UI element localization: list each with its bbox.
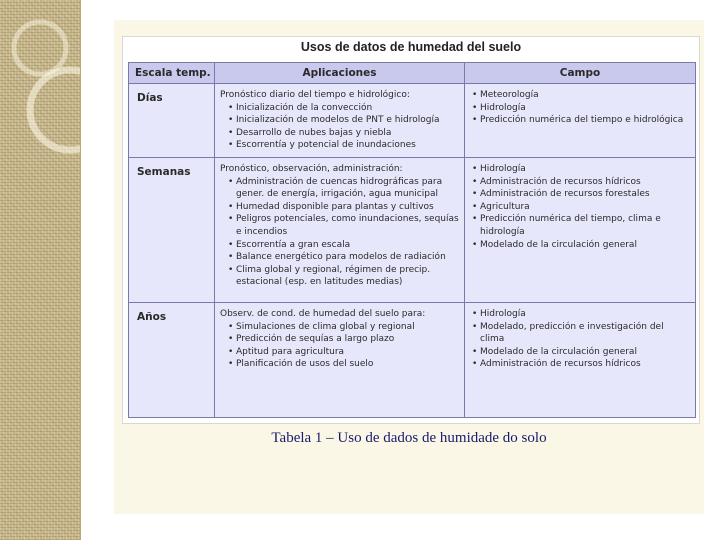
list-item: • Balance energético para modelos de radiación xyxy=(228,251,459,264)
list-item: • Peligros potenciales, como inundaciones, sequías e incendios xyxy=(228,213,459,238)
table-caption: Tabela 1 – Uso de dados de humidade do solo xyxy=(271,430,547,446)
table-row xyxy=(129,84,696,158)
applications-intro: Pronóstico diario del tiempo e hidrológico: xyxy=(220,90,410,100)
list-item: • Inicialización de la convección xyxy=(228,102,459,115)
list-item: • Clima global y regional, régimen de precip. estacional (esp. en latitudes medias) xyxy=(228,264,459,289)
applications-intro: Observ. de cond. de humedad del suelo para: xyxy=(220,309,426,319)
list-item: • Predicción numérica del tiempo, clima e hidrología xyxy=(472,213,690,238)
scale-cell: Días xyxy=(129,84,215,158)
table-row xyxy=(129,303,696,418)
list-item: • Modelado de la circulación general xyxy=(472,346,690,359)
list-item: • Predicción numérica del tiempo e hidrológica xyxy=(472,114,690,127)
list-item: • Simulaciones de clima global y regional xyxy=(228,321,459,334)
applications-cell xyxy=(215,158,465,303)
scale-cell: Semanas xyxy=(129,158,215,303)
list-item: • Administración de recursos forestales xyxy=(472,188,690,201)
list-item: • Aptitud para agricultura xyxy=(228,346,459,359)
applications-cell xyxy=(215,84,465,158)
field-cell xyxy=(465,84,696,158)
table-title: Usos de datos de humedad del suelo xyxy=(300,40,522,54)
list-item: • Hidrología xyxy=(472,102,690,115)
column-header-field: Campo xyxy=(465,63,696,84)
field-cell xyxy=(465,158,696,303)
list-item: • Hidrología xyxy=(472,163,690,176)
table-header-row xyxy=(129,63,696,84)
list-item: • Administración de cuencas hidrográficas para gener. de energía, irrigación, agua municipal xyxy=(228,176,459,201)
list-item: • Escorrentía y potencial de inundaciones xyxy=(228,139,459,152)
list-item: • Modelado, predicción e investigación del clima xyxy=(472,321,690,346)
list-item: • Escorrentía a gran escala xyxy=(228,239,459,252)
list-item: • Humedad disponible para plantas y cultivos xyxy=(228,201,459,214)
column-header-applications: Aplicaciones xyxy=(215,63,465,84)
applications-cell xyxy=(215,303,465,418)
list-item: • Predicción de sequías a largo plazo xyxy=(228,333,459,346)
field-cell xyxy=(465,303,696,418)
applications-intro: Pronóstico, observación, administración: xyxy=(220,164,403,174)
column-header-scale: Escala temp. xyxy=(129,63,215,84)
table-row xyxy=(129,158,696,303)
table-image xyxy=(122,36,700,424)
list-item: • Administración de recursos hídricos xyxy=(472,358,690,371)
slide-content xyxy=(114,20,704,514)
list-item: • Agricultura xyxy=(472,201,690,214)
list-item: • Administración de recursos hídricos xyxy=(472,176,690,189)
list-item: • Modelado de la circulación general xyxy=(472,239,690,252)
list-item: • Meteorología xyxy=(472,89,690,102)
list-item: • Desarrollo de nubes bajas y niebla xyxy=(228,127,459,140)
list-item: • Hidrología xyxy=(472,308,690,321)
soil-moisture-table xyxy=(128,62,696,418)
scale-cell: Años xyxy=(129,303,215,418)
list-item: • Inicialización de modelos de PNT e hidrología xyxy=(228,114,459,127)
decorative-rings xyxy=(0,0,80,540)
burlap-texture-panel xyxy=(0,0,81,540)
list-item: • Planificación de usos del suelo xyxy=(228,358,459,371)
